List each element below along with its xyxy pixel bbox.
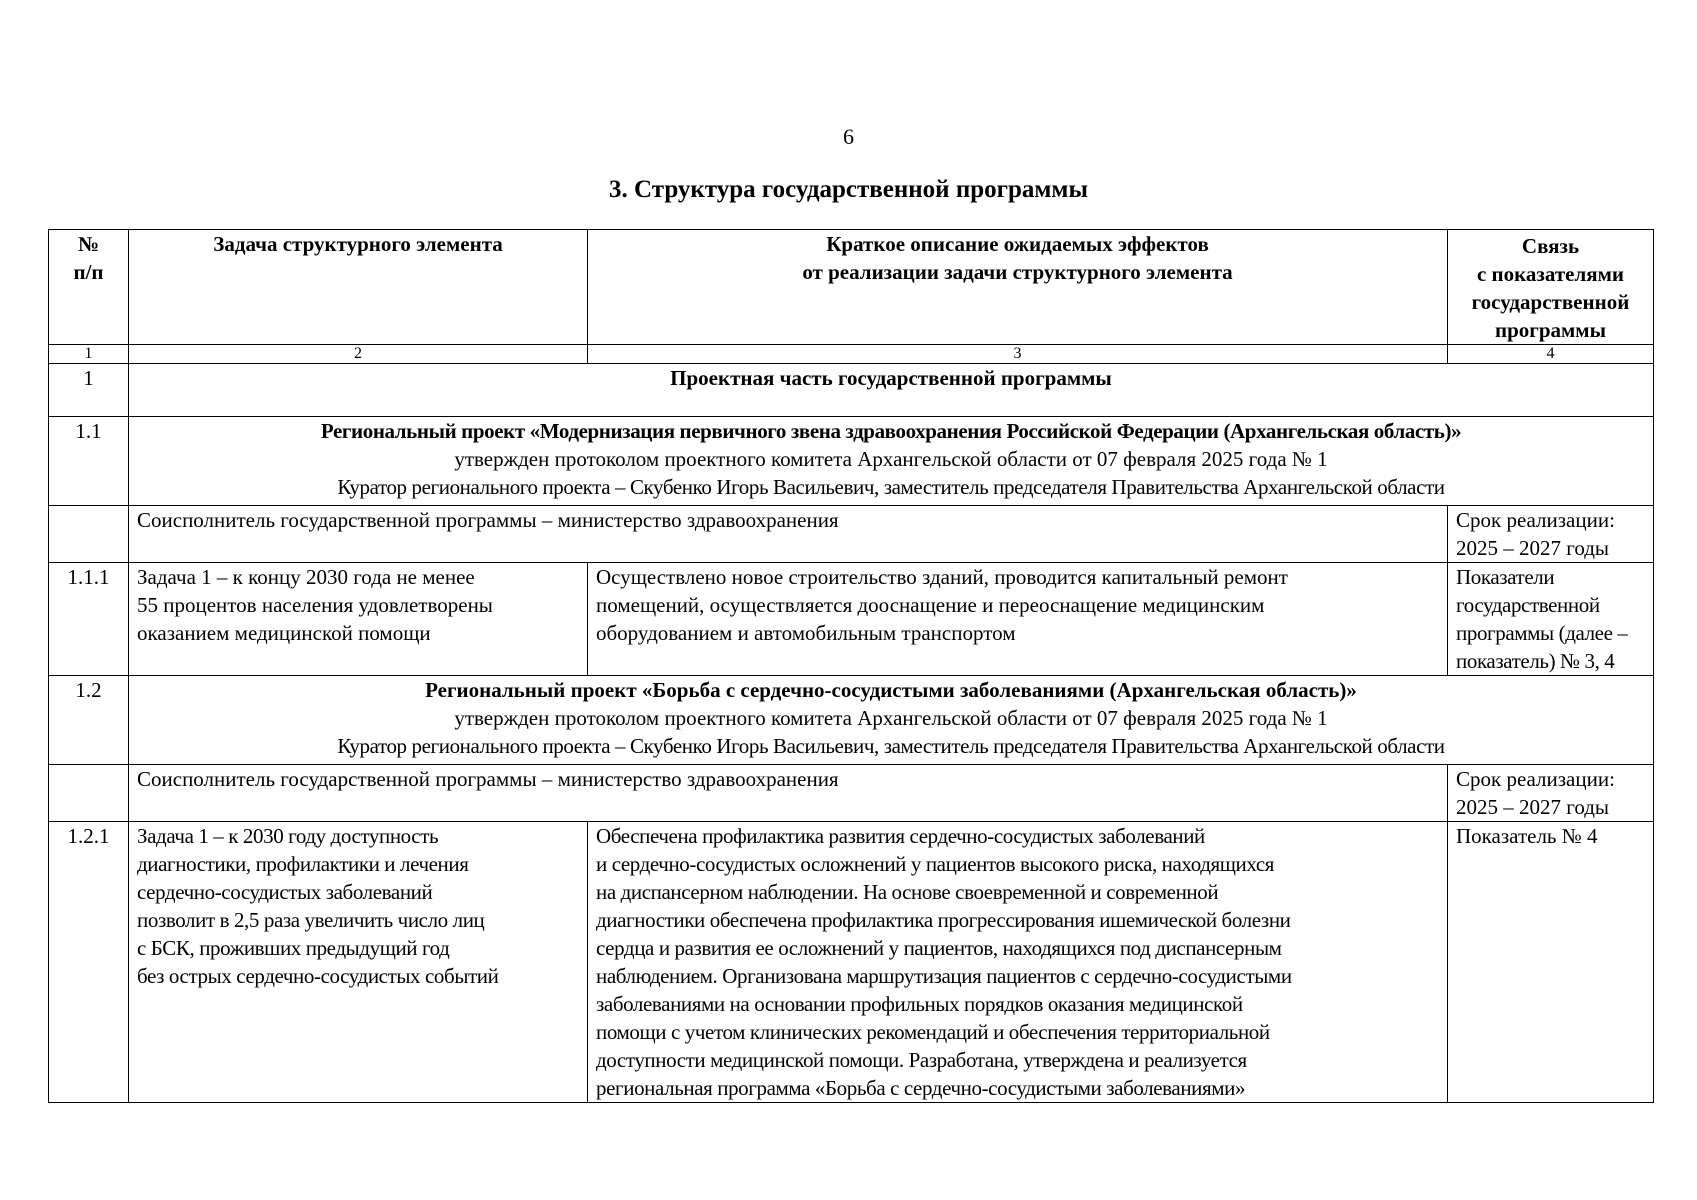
- header-effects: Краткое описание ожидаемых эффектов от реализации задачи структурного элемента: [588, 230, 1448, 345]
- table-header-row: [49, 230, 1654, 345]
- column-number: 4: [1448, 345, 1654, 364]
- project-number: 1.2: [49, 676, 129, 765]
- project-description: [129, 417, 1654, 506]
- header-num: № п/п: [49, 230, 129, 345]
- task-indicators: Показатели государственной программы (далее – показатель) № 3, 4: [1448, 563, 1654, 676]
- task-text: Задача 1 – к концу 2030 года не менее 55 процентов населения удовлетворены оказанием медицинской помощи: [129, 563, 588, 676]
- column-number: 3: [588, 345, 1448, 364]
- task-row: [49, 563, 1654, 676]
- project-row: [49, 676, 1654, 765]
- coexecutor: Соисполнитель государственной программы – министерство здравоохранения: [129, 506, 1448, 563]
- term: Срок реализации: 2025 – 2027 годы: [1448, 506, 1654, 563]
- header-link: Связь с показателями государственной программы: [1448, 230, 1654, 345]
- part-row: [49, 364, 1654, 417]
- section-title: 3. Структура государственной программы: [609, 176, 1088, 203]
- project-name: Региональный проект «Модернизация первичного звена здравоохранения Российской Федерации (Архангельская область)»: [320, 419, 1462, 443]
- header-task: Задача структурного элемента: [129, 230, 588, 345]
- part-number: 1: [49, 364, 129, 417]
- task-number: 1.2.1: [49, 822, 129, 1103]
- empty-cell: [49, 765, 129, 822]
- coexecutor: Соисполнитель государственной программы – министерство здравоохранения: [129, 765, 1448, 822]
- coexecutor-row: [49, 765, 1654, 822]
- task-text: Задача 1 – к 2030 году доступность диагностики, профилактики и лечения сердечно-сосудистых заболеваний позволит в 2,5 раза увеличить число лиц с БСК, проживших предыдущий год без острых сердечно-сосудистых событий: [129, 822, 588, 1103]
- project-description: [129, 676, 1654, 765]
- project-curator: Куратор регионального проекта – Скубенко Игорь Васильевич, заместитель председателя Правительства Архангельской области: [337, 734, 1445, 758]
- task-row: [49, 822, 1654, 1103]
- project-row: [49, 417, 1654, 506]
- task-number: 1.1.1: [49, 563, 129, 676]
- coexecutor-row: [49, 506, 1654, 563]
- term: Срок реализации: 2025 – 2027 годы: [1448, 765, 1654, 822]
- task-indicators: Показатель № 4: [1448, 822, 1654, 1103]
- task-effects: Осуществлено новое строительство зданий, проводится капитальный ремонт помещений, осуществляется дооснащение и переоснащение медицинским оборудованием и автомобильным транспортом: [588, 563, 1448, 676]
- part-title: Проектная часть государственной программы: [129, 364, 1654, 417]
- column-number: 2: [129, 345, 588, 364]
- project-number: 1.1: [49, 417, 129, 506]
- structure-table: [48, 229, 1654, 1103]
- project-name: Региональный проект «Борьба с сердечно-сосудистыми заболеваниями (Архангельская область)»: [425, 678, 1357, 702]
- project-approved: утвержден протоколом проектного комитета Архангельской области от 07 февраля 2025 года № 1: [454, 706, 1328, 730]
- page-number: 6: [843, 124, 854, 149]
- empty-cell: [49, 506, 129, 563]
- column-number: 1: [49, 345, 129, 364]
- project-approved: утвержден протоколом проектного комитета Архангельской области от 07 февраля 2025 года № 1: [454, 447, 1328, 471]
- project-curator: Куратор регионального проекта – Скубенко Игорь Васильевич, заместитель председателя Правительства Архангельской области: [337, 475, 1445, 499]
- task-effects: Обеспечена профилактика развития сердечно-сосудистых заболеваний и сердечно-сосудистых осложнений у пациентов высокого риска, находящихся на диспансерном наблюдении. На основе своевременной и современной диагностики обеспечена профилактика прогрессирования ишемической болезни сердца и развития ее осложнений у пациентов, находящихся под диспансерным наблюдением. Организована маршрутизация пациентов с сердечно-сосудистыми заболеваниями на основании профильных порядков оказания медицинской помощи с учетом клинических рекомендаций и обеспечения территориальной доступности медицинской помощи. Разработана, утверждена и реализуется региональная программа «Борьба с сердечно-сосудистыми заболеваниями»: [588, 822, 1448, 1103]
- column-number-row: [49, 345, 1654, 364]
